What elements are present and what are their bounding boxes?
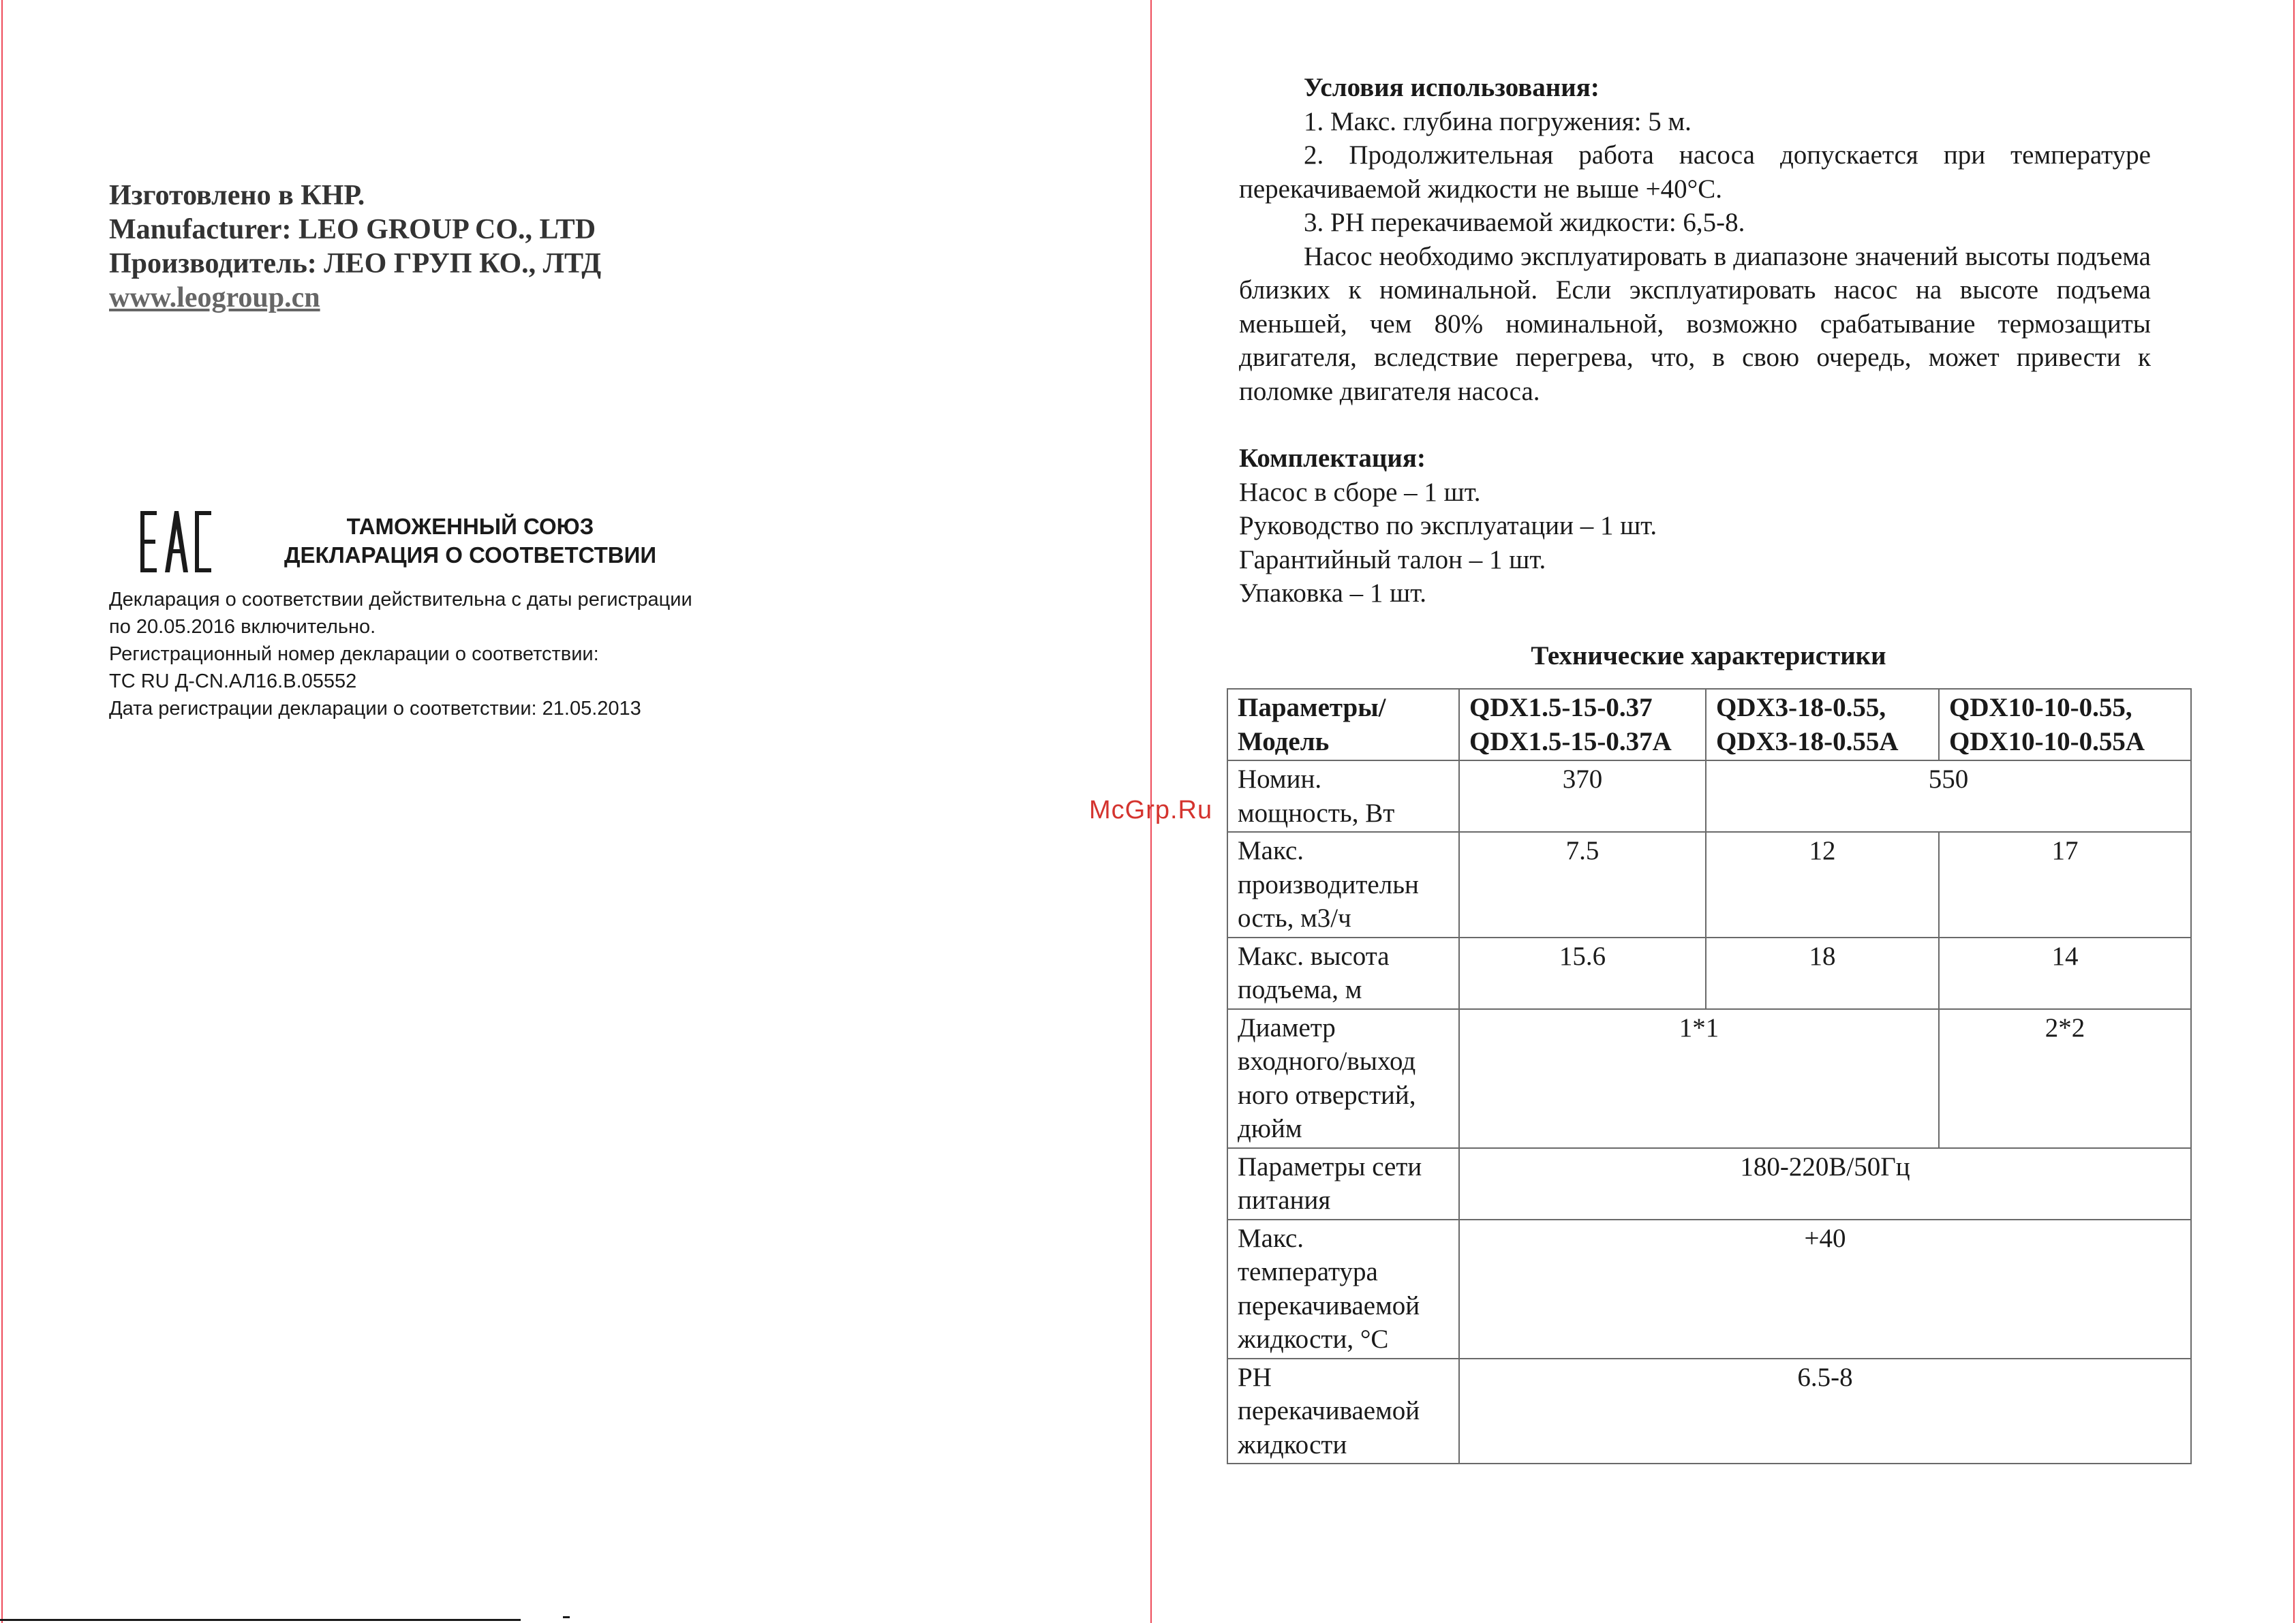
bottom-rule — [0, 1619, 521, 1621]
declaration-header — [273, 512, 668, 570]
header-model-3: QDX10-10-0.55, QDX10-10-0.55A — [1939, 689, 2191, 760]
package-item: Упаковка – 1 шт. — [1239, 578, 1427, 608]
conditions-title: Условия использования: — [1304, 73, 1599, 102]
diameter-model-3: 2*2 — [1939, 1009, 2191, 1148]
table-row — [1227, 1009, 2191, 1148]
declaration-line: по 20.05.2016 включительно. — [109, 616, 376, 638]
supply-value: 180-220В/50Гц — [1459, 1148, 2191, 1220]
declaration-text — [109, 586, 692, 722]
package-item: Руководство по эксплуатации – 1 шт. — [1239, 511, 1657, 540]
specs-title: Технические характеристики — [1531, 641, 1886, 670]
row-label-temp: Макс. температура перекачиваемой жидкости, °С — [1227, 1220, 1459, 1359]
declaration-line: Дата регистрации декларации о соответствии: 21.05.2013 — [109, 698, 641, 720]
manufacturer-block — [109, 179, 601, 315]
table-row — [1227, 1148, 2191, 1220]
temp-value: +40 — [1459, 1220, 2191, 1359]
head-model-1: 15.6 — [1459, 938, 1706, 1009]
conditions-item-1: 1. Макс. глубина погружения: 5 м. — [1304, 106, 1692, 136]
table-row — [1227, 1359, 2191, 1464]
right-page-border — [2293, 0, 2295, 1623]
package-section — [1239, 442, 2151, 610]
made-in-text: Изготовлено в КНР. — [109, 180, 365, 211]
declaration-title: ДЕКЛАРАЦИЯ О СООТВЕТСТВИИ — [284, 542, 657, 568]
declaration-line: Декларация о соответствии действительна с даты регистрации — [109, 589, 692, 610]
package-item: Гарантийный талон – 1 шт. — [1239, 544, 1546, 574]
package-title: Комплектация: — [1239, 444, 1426, 473]
manufacturer-en-text: Manufacturer: LEO GROUP CO., LTD — [109, 214, 596, 245]
capacity-model-3: 17 — [1939, 832, 2191, 938]
manufacturer-ru-text: Производитель: ЛЕО ГРУП КО., ЛТД — [109, 248, 602, 279]
website-link[interactable]: www.leogroup.cn — [109, 282, 320, 313]
row-label-head: Макс. высота подъема, м — [1227, 938, 1459, 1009]
conditions-item-3: 3. PH перекачиваемой жидкости: 6,5-8. — [1304, 208, 1745, 237]
head-model-2: 18 — [1706, 938, 1939, 1009]
conditions-note: Насос необходимо эксплуатировать в диапазоне значений высоты подъема близких к номинальной. Если эксплуатировать насос на высоте подъема меньшей, чем 80% номинальной, возможно срабатывание термозащиты двигателя, вследствие перегрева, что, в свою очередь, может привести к поломке двигателя насоса. — [1239, 241, 2151, 406]
header-param: Параметры/ Модель — [1227, 689, 1459, 760]
head-model-3: 14 — [1939, 938, 2191, 1009]
row-label-capacity: Макс. производительн ость, м3/ч — [1227, 832, 1459, 938]
left-page-border — [1, 0, 3, 1623]
row-label-ph: PH перекачиваемой жидкости — [1227, 1359, 1459, 1464]
power-model-2-3: 550 — [1706, 760, 2191, 832]
conditions-item-2: 2. Продолжительная работа насоса допускается при температуре перекачиваемой жидкости не выше +40°С. — [1239, 140, 2151, 204]
eac-logo-icon — [140, 511, 211, 572]
row-label-power: Номин. мощность, Вт — [1227, 760, 1459, 832]
table-row — [1227, 938, 2191, 1009]
diameter-model-1-2: 1*1 — [1459, 1009, 1939, 1148]
header-model-2: QDX3-18-0.55, QDX3-18-0.55A — [1706, 689, 1939, 760]
customs-union-title: ТАМОЖЕННЫЙ СОЮЗ — [346, 514, 594, 539]
row-label-diameter: Диаметр входного/выход ного отверстий, дюйм — [1227, 1009, 1459, 1148]
capacity-model-1: 7.5 — [1459, 832, 1706, 938]
table-row — [1227, 689, 2191, 760]
header-model-1: QDX1.5-15-0.37 QDX1.5-15-0.37A — [1459, 689, 1706, 760]
specs-table — [1227, 688, 2192, 1464]
capacity-model-2: 12 — [1706, 832, 1939, 938]
ph-value: 6.5-8 — [1459, 1359, 2191, 1464]
conditions-section — [1239, 71, 2151, 408]
bottom-tick — [563, 1616, 570, 1618]
package-item: Насос в сборе – 1 шт. — [1239, 477, 1481, 507]
table-row — [1227, 760, 2191, 832]
table-row — [1227, 832, 2191, 938]
watermark: McGrp.Ru — [1089, 796, 1213, 824]
declaration-line: Регистрационный номер декларации о соответствии: — [109, 643, 599, 665]
power-model-1: 370 — [1459, 760, 1706, 832]
row-label-supply: Параметры сети питания — [1227, 1148, 1459, 1220]
declaration-line: TC RU Д-CN.АЛ16.В.05552 — [109, 670, 357, 692]
table-row — [1227, 1220, 2191, 1359]
